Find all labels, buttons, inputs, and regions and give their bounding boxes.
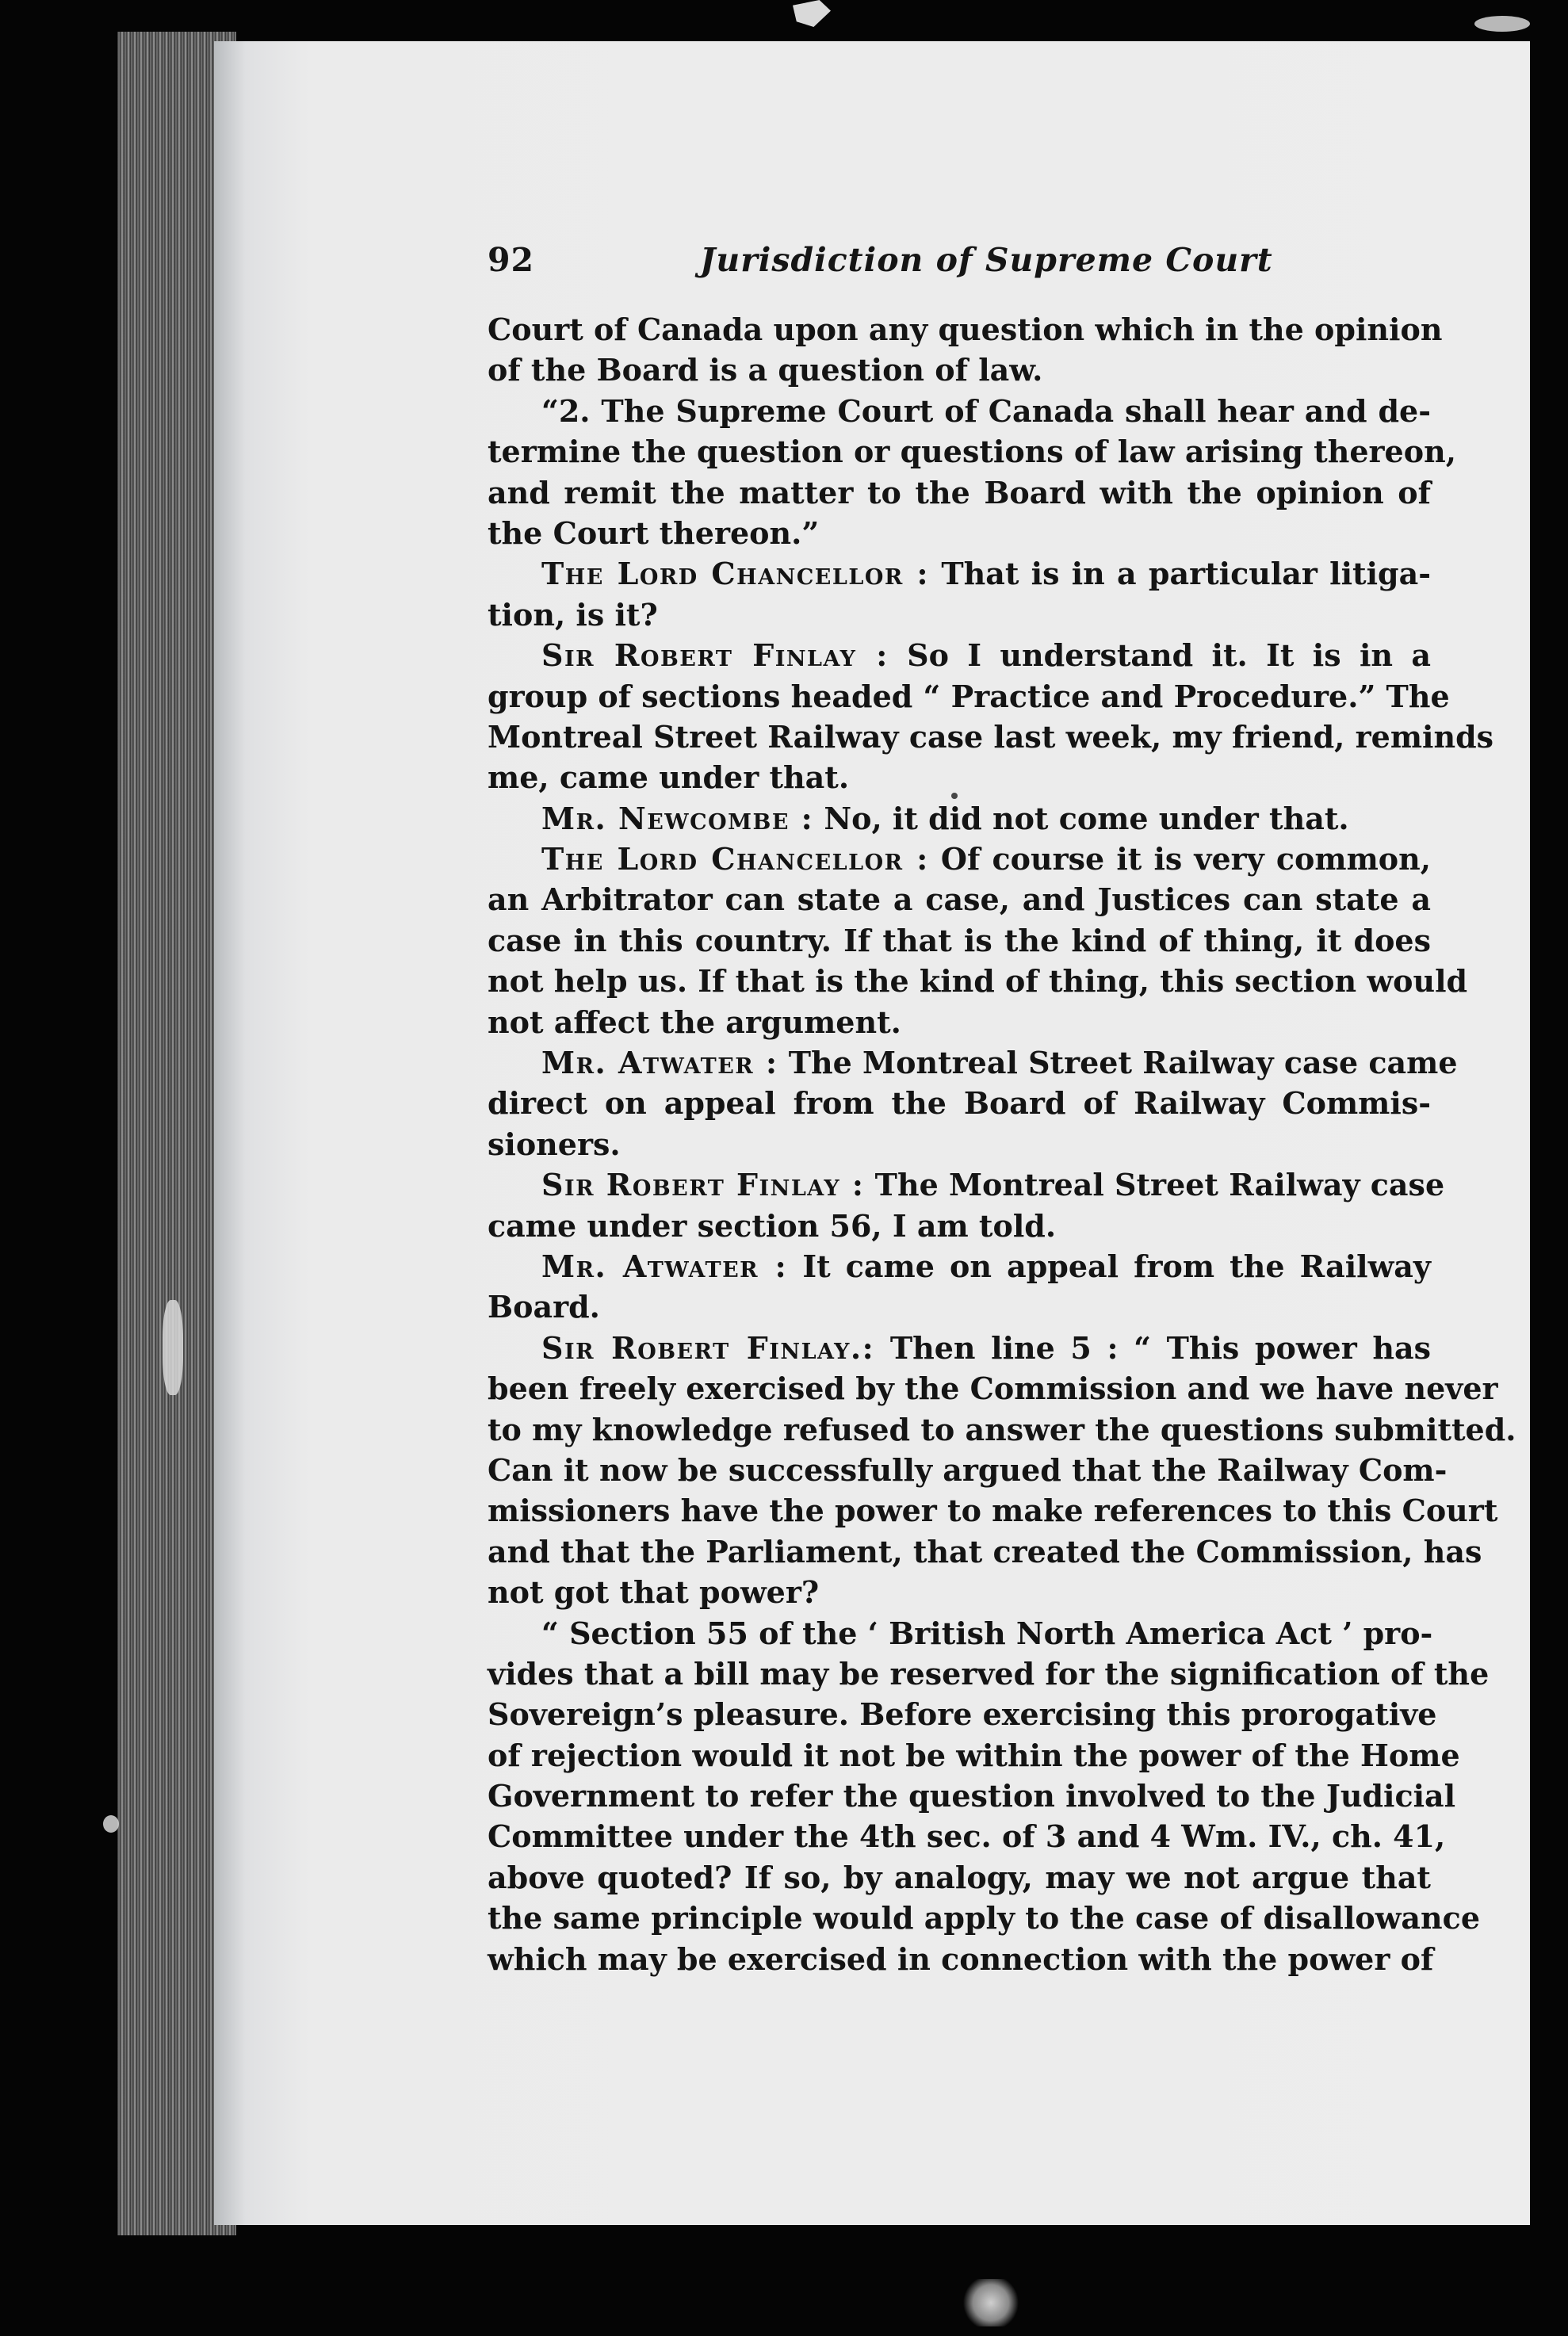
speaker-name: The Lord Chancellor :: [541, 841, 929, 877]
text-line: Can it now be successfully argued that the Railway Com-: [488, 1451, 1448, 1488]
scan-artifact-bottom: [959, 2279, 1023, 2326]
text-line: not got that power?: [488, 1574, 820, 1611]
text-line: Sir Robert Finlay.: Then line 5 : “ This power has: [541, 1329, 1431, 1366]
text-line: above quoted? If so, by analogy, may we not argue that: [488, 1859, 1431, 1895]
text-line: Committee under the 4th sec. of 3 and 4 Wm. IV., ch. 41,: [488, 1818, 1446, 1855]
text-line: termine the question or questions of law arising thereon,: [488, 434, 1456, 470]
running-title: Jurisdiction of Supreme Court: [700, 241, 1273, 279]
text-line: vides that a bill may be reserved for the signification of the: [488, 1655, 1490, 1692]
text-line: Sir Robert Finlay : The Montreal Street Railway case: [541, 1167, 1445, 1203]
text-line: Mr. Atwater : The Montreal Street Railway case came: [541, 1045, 1458, 1081]
speaker-name: Mr. Atwater :: [541, 1045, 778, 1081]
speaker-name: Sir Robert Finlay :: [541, 1167, 865, 1203]
text-line: me, came under that.: [488, 759, 850, 796]
text-line: group of sections headed “ Practice and Procedure.” The: [488, 678, 1450, 714]
text-line: Government to refer the question involved to the Judicial: [488, 1778, 1456, 1814]
text-line: the same principle would apply to the case of disallowance: [488, 1900, 1480, 1936]
text-line: Mr. Newcombe : No, it did not come under that.: [541, 800, 1349, 836]
text-line: of the Board is a question of law.: [488, 352, 1043, 388]
text-line: direct on appeal from the Board of Railway Commis-: [488, 1085, 1431, 1122]
speaker-name: Sir Robert Finlay :: [541, 637, 889, 674]
text-line: “ Section 55 of the ‘ British North America Act ’ pro-: [541, 1615, 1433, 1651]
text-line: Mr. Atwater : It came on appeal from the Railway: [541, 1248, 1431, 1284]
text-line: The Lord Chancellor : That is in a particular litiga-: [541, 556, 1431, 592]
scan-artifact-top: [793, 0, 831, 27]
text-line: sioners.: [488, 1126, 621, 1162]
text-line: and that the Parliament, that created the Commission, has: [488, 1533, 1482, 1569]
text-line: case in this country. If that is the kind of thing, it does: [488, 922, 1431, 958]
text-line: Montreal Street Railway case last week, my friend, reminds: [488, 718, 1494, 755]
body-text: [488, 309, 1516, 1979]
text-line: “2. The Supreme Court of Canada shall hear and de-: [541, 392, 1431, 429]
speaker-name: The Lord Chancellor :: [541, 556, 930, 592]
text-line: of rejection would it not be within the power of the Home: [488, 1737, 1460, 1773]
text-line: Board.: [488, 1289, 600, 1325]
text-line: to my knowledge refused to answer the questions submitted.: [488, 1411, 1516, 1447]
text-line: missioners have the power to make references to this Court: [488, 1493, 1498, 1529]
text-line: been freely exercised by the Commission and we have never: [488, 1371, 1498, 1407]
running-head: [488, 235, 1431, 292]
scan-artifact-corner: [1474, 16, 1530, 32]
text-line: and remit the matter to the Board with the opinion of: [488, 474, 1431, 510]
speaker-name: Mr. Atwater :: [541, 1248, 788, 1284]
text-line: Sir Robert Finlay : So I understand it. It is in a: [541, 637, 1432, 674]
text-line: which may be exercised in connection with the power of: [488, 1940, 1434, 1977]
text-line: Sovereign’s pleasure. Before exercising this prorogative: [488, 1696, 1437, 1733]
speaker-name: Sir Robert Finlay.:: [541, 1329, 875, 1366]
margin-mark: [163, 1300, 183, 1395]
text-line: the Court thereon.”: [488, 514, 820, 551]
margin-spot: [103, 1815, 119, 1833]
text-line: came under section 56, I am told.: [488, 1207, 1057, 1244]
text-line: tion, is it?: [488, 596, 658, 633]
text-line: The Lord Chancellor : Of course it is very common,: [541, 841, 1431, 877]
text-line: not help us. If that is the kind of thing, this section would: [488, 963, 1468, 1000]
page-number: 92: [488, 241, 535, 279]
speaker-name: Mr. Newcombe :: [541, 800, 814, 836]
text-line: not affect the argument.: [488, 1004, 901, 1040]
text-line: an Arbitrator can state a case, and Justices can state a: [488, 881, 1431, 918]
text-line: Court of Canada upon any question which in the opinion: [488, 312, 1443, 347]
